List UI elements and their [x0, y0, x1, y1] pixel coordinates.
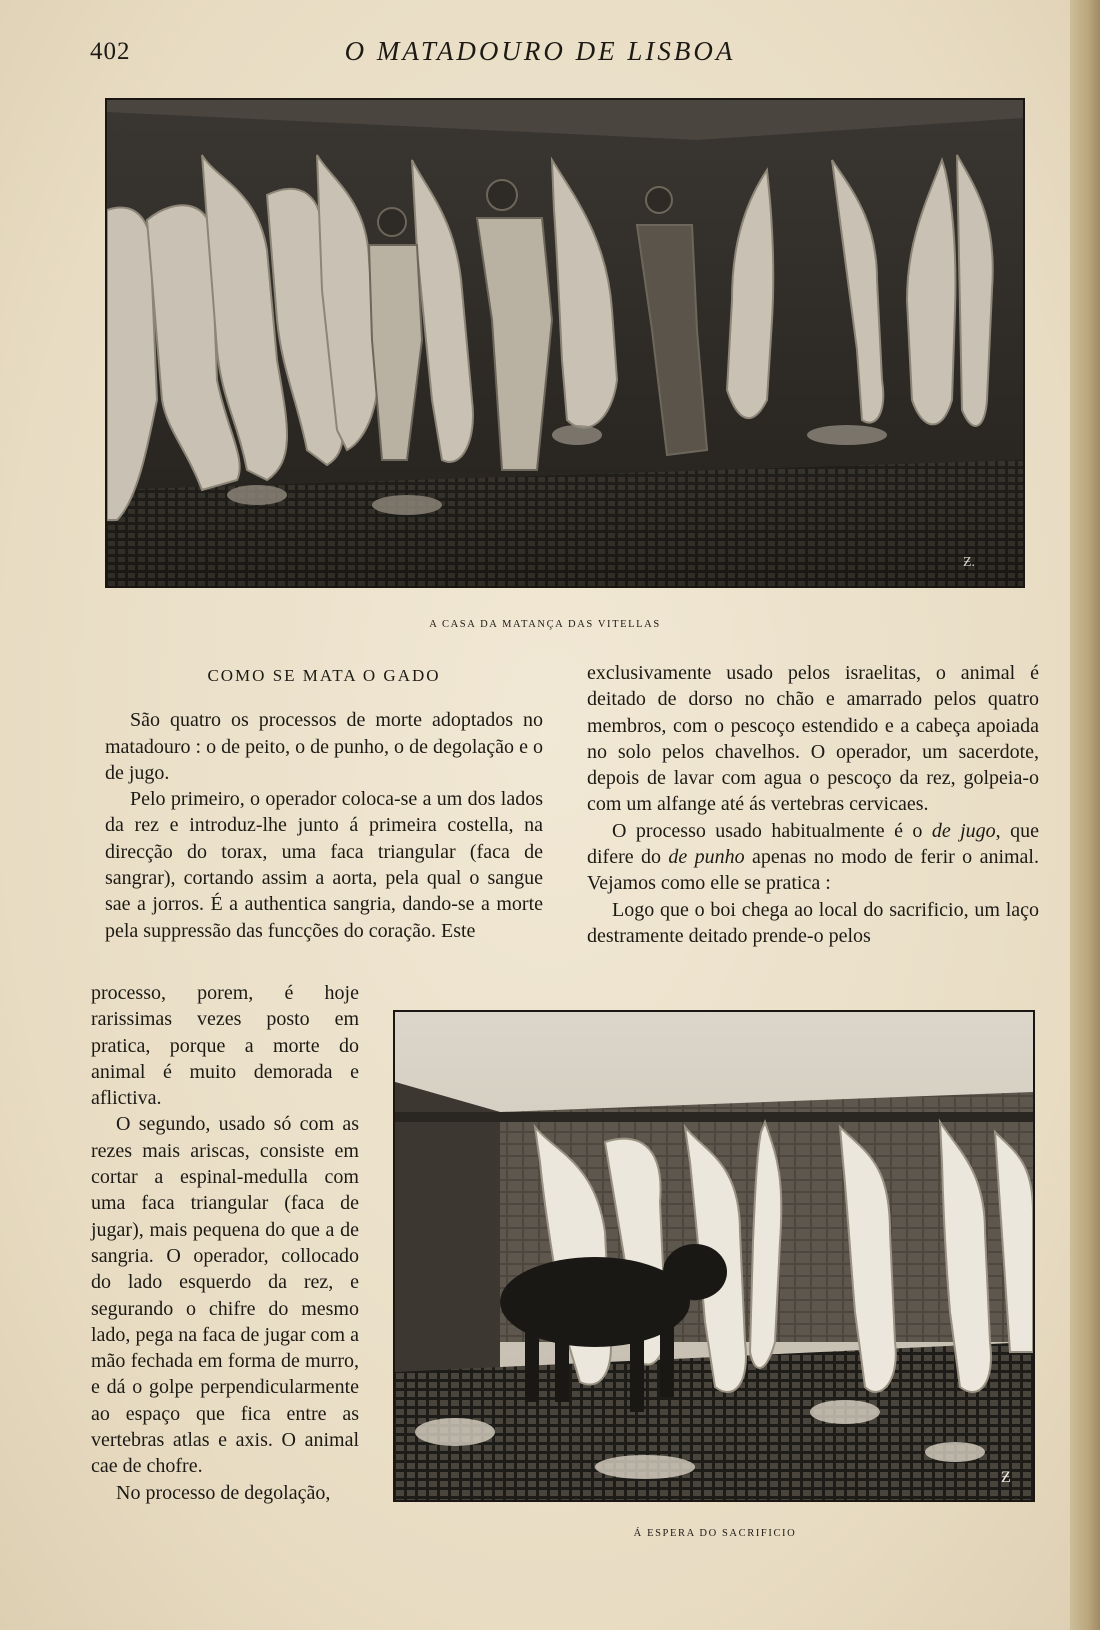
- left-narrow-column: [91, 980, 359, 1506]
- page-number: 402: [90, 38, 131, 65]
- paragraph: Logo que o boi chega ao local do sacrificio, um laço destramente deitado prende-o pelos: [587, 898, 1039, 947]
- page-edge: [1070, 0, 1100, 1630]
- paragraph: São quatro os processos de morte adoptados no matadouro : o de peito, o de punho, o de degolação e o de jugo.: [105, 709, 543, 784]
- emphasis: de jugo: [931, 819, 996, 842]
- paragraph: [587, 818, 1039, 897]
- photo-signature-bottom: Ƶ: [1001, 1469, 1011, 1486]
- text-run: O processo usado habitualmente é o: [612, 819, 932, 842]
- photo-awaiting-sacrifice: [393, 1010, 1035, 1502]
- running-title: O MATADOURO DE LISBOA: [344, 36, 736, 66]
- left-column: [105, 663, 543, 944]
- paragraph: exclusivamente usado pelos israelitas, o animal é deitado de dorso no chão e amarrado pelos quatro membros, com o pescoço estendido e a cabeça apoiada no solo pelos chavelhos. O operador, um sacerdote, depois de lavar com agua o pescoço da rez, golpeia-o com um alfange até ás vertebras cervicaes.: [587, 662, 1039, 816]
- paragraph: No processo de degolação,: [116, 1481, 331, 1504]
- emphasis: de punho: [668, 846, 745, 869]
- section-heading: COMO SE MATA O GADO: [207, 666, 441, 685]
- text-run: apenas no modo de ferir o animal. Vejamos como elle se pratica :: [587, 846, 1039, 895]
- photo-awaiting-sacrifice-image: [395, 1012, 1033, 1500]
- photo-signature-top: Ƶ.: [963, 555, 976, 570]
- caption-top: A CASA DA MATANÇA DAS VITELLAS: [429, 619, 661, 630]
- photo-slaughter-room: [105, 98, 1025, 588]
- right-column: [587, 660, 1039, 949]
- paragraph: Pelo primeiro, o operador coloca-se a um dos lados da rez e introduz-lhe junto á primeira costella, na direcção do torax, uma faca triangular (faca de sangrar), cortando assim a aorta, pela qual o sangue sae a jorros. É a authentica sangria, dando-se a morte pela suppressão das funcções do coração. Este: [105, 788, 543, 942]
- paragraph: O segundo, usado só com as rezes mais ariscas, consiste em cortar a espinal-medulla com uma faca triangular (faca de jugar), mais pequena do que a de sangria. O operador, collocado do lado esquerdo da rez, e segurando o chifre do mesmo lado, pega na faca de jugar com a mão fechada em forma de murro, e dá o golpe perpendicularmente ao espaço que fica entre as vertebras atlas e axis. O animal cae de chofre.: [91, 1113, 359, 1478]
- paragraph: processo, porem, é hoje rarissimas vezes posto em pratica, porque a morte do animal é muito demorada e aflictiva.: [91, 982, 359, 1110]
- caption-bottom: Á ESPERA DO SACRIFICIO: [633, 1528, 797, 1539]
- text-run: , que difere do: [587, 819, 1039, 869]
- photo-slaughter-room-image: [107, 100, 1023, 586]
- page-header: [90, 34, 990, 74]
